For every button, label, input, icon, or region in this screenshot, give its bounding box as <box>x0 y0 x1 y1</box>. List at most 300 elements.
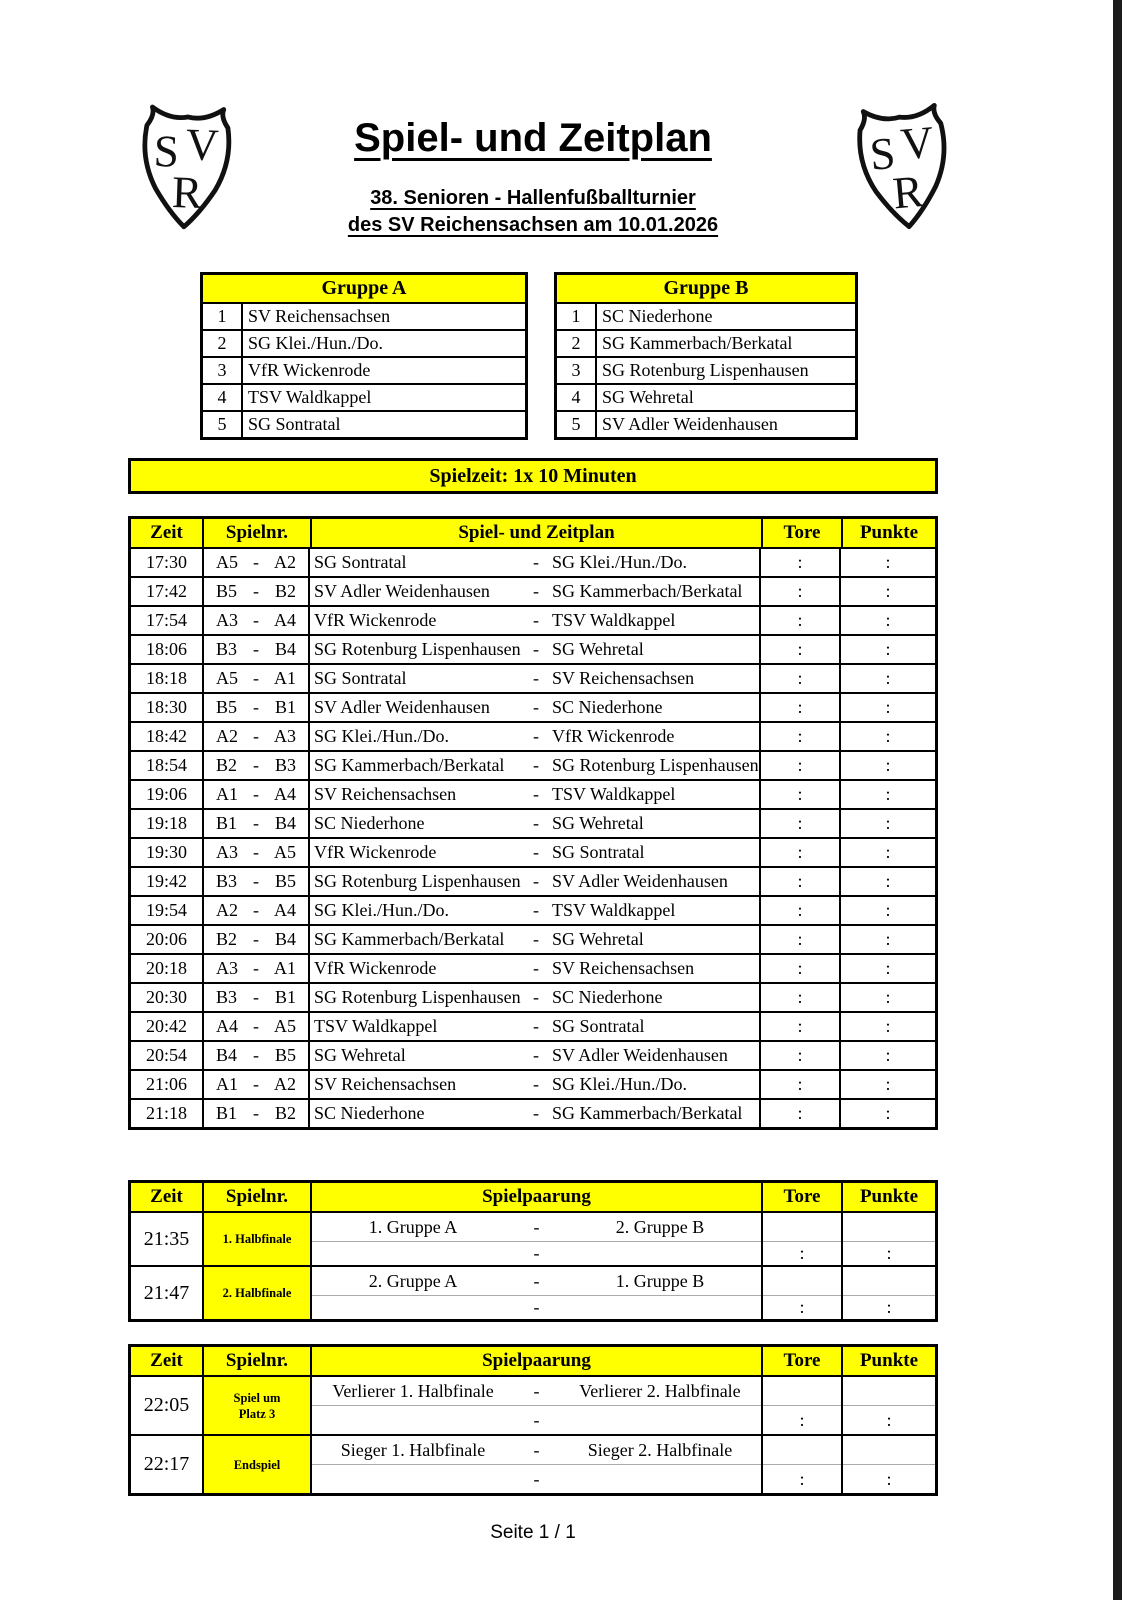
points-cell: : <box>885 987 891 1007</box>
writein-line <box>312 1296 761 1319</box>
dash: - <box>533 1439 540 1460</box>
score-colon: : <box>799 1243 805 1263</box>
dash: - <box>253 900 259 920</box>
dash: - <box>533 784 539 804</box>
team-name: SG Sontratal <box>248 414 341 434</box>
away-team: SV Adler Weidenhausen <box>552 1045 728 1065</box>
goals-cell <box>763 1436 843 1493</box>
score-colon: : <box>886 1297 892 1317</box>
points-cell <box>843 1267 935 1319</box>
group-b-table <box>554 272 858 440</box>
group-team-row <box>557 412 855 437</box>
match-number <box>204 752 310 779</box>
points-cell: : <box>885 1074 891 1094</box>
away-team: TSV Waldkappel <box>552 900 676 920</box>
match-label-line: 1. Halbfinale <box>222 1232 292 1246</box>
dash: - <box>533 668 539 688</box>
home-team: TSV Waldkappel <box>314 1016 438 1036</box>
away-team: SG Wehretal <box>552 813 644 833</box>
points-cell: : <box>885 726 891 746</box>
match-time: 21:18 <box>131 1100 204 1127</box>
dash: - <box>253 552 259 572</box>
home-team: SG Klei./Hun./Do. <box>314 726 449 746</box>
goals-cell: : <box>761 810 841 837</box>
pairing-code-away: B4 <box>274 813 296 833</box>
match-pairing <box>310 665 761 692</box>
dash: - <box>253 987 259 1007</box>
goals-cell <box>763 1377 843 1434</box>
pairing-code-away: B1 <box>274 987 296 1007</box>
dash: - <box>533 726 539 746</box>
dash: - <box>253 697 259 717</box>
match-time: 17:42 <box>131 578 204 605</box>
match-number <box>204 607 310 634</box>
pairing-code-away: B5 <box>274 871 296 891</box>
team-name: SG Kammerbach/Berkatal <box>602 333 793 353</box>
match-pairing <box>310 578 761 605</box>
match-pairing <box>310 1013 761 1040</box>
pairing-code-home: A5 <box>216 668 238 688</box>
column-header-zeit: Zeit <box>131 519 204 547</box>
match-pairing <box>310 897 761 924</box>
team-name: SG Rotenburg Lispenhausen <box>602 360 809 380</box>
pairing-code-away: A4 <box>274 784 296 804</box>
match-pairing <box>310 636 761 663</box>
away-team: 2. Gruppe B <box>615 1216 705 1237</box>
dash: - <box>253 610 259 630</box>
column-header-tore: Tore <box>763 1347 843 1375</box>
match-pairing <box>310 607 761 634</box>
match-pairing <box>312 1377 763 1434</box>
page-title: Spiel- und Zeitplan <box>354 116 712 160</box>
match-time: 21:06 <box>131 1071 204 1098</box>
dash: - <box>533 639 539 659</box>
match-time: 20:30 <box>131 984 204 1011</box>
schedule-row <box>131 665 935 694</box>
points-cell: : <box>885 610 891 630</box>
column-header-spielnr: Spielnr. <box>204 519 312 547</box>
logo-letter-s: S <box>867 127 898 180</box>
pairing-code-home: B2 <box>216 929 238 949</box>
schedule-row <box>131 781 935 810</box>
knockout-row <box>131 1267 935 1319</box>
dash: - <box>533 610 539 630</box>
pairing-code-away: B1 <box>274 697 296 717</box>
home-team: SV Reichensachsen <box>314 784 457 804</box>
pairing-code-home: A3 <box>216 958 238 978</box>
score-writein <box>843 1436 935 1465</box>
match-number <box>204 1013 310 1040</box>
pairing-code-away: A5 <box>274 1016 296 1036</box>
match-pairing <box>310 723 761 750</box>
away-team: SG Kammerbach/Berkatal <box>552 1103 743 1123</box>
away-team: VfR Wickenrode <box>552 726 675 746</box>
logo-letter-r: R <box>890 166 926 219</box>
team-name: VfR Wickenrode <box>248 360 371 380</box>
points-cell <box>843 1213 935 1265</box>
match-time: 20:54 <box>131 1042 204 1069</box>
final-table-body <box>131 1377 935 1493</box>
match-number <box>204 984 310 1011</box>
pairing-code-home: B5 <box>216 697 238 717</box>
svr-club-logo <box>131 100 242 236</box>
group-team-row <box>557 331 855 358</box>
points-cell: : <box>885 1045 891 1065</box>
goals-cell: : <box>761 984 841 1011</box>
goals-cell: : <box>761 607 841 634</box>
match-number <box>204 810 310 837</box>
score-colon: : <box>799 1468 805 1489</box>
knockout-row <box>131 1213 935 1267</box>
goals-cell: : <box>761 955 841 982</box>
group-b-header: Gruppe B <box>557 275 855 304</box>
goals-cell: : <box>761 781 841 808</box>
dash: - <box>253 871 259 891</box>
dash: - <box>533 1216 540 1237</box>
home-team: SC Niederhone <box>314 1103 425 1123</box>
dash: - <box>253 842 259 862</box>
home-team: SV Adler Weidenhausen <box>314 581 490 601</box>
schedule-row <box>131 1071 935 1100</box>
points-cell: : <box>885 784 891 804</box>
dash: - <box>533 929 539 949</box>
group-tables <box>200 272 1066 440</box>
match-number <box>204 868 310 895</box>
away-team: SG Klei./Hun./Do. <box>552 1074 687 1094</box>
dash: - <box>253 1045 259 1065</box>
score-colon: : <box>799 1297 805 1317</box>
away-team: Sieger 2. Halbfinale <box>587 1439 733 1460</box>
match-time: 19:42 <box>131 868 204 895</box>
schedule-row <box>131 1100 935 1127</box>
match-time: 18:54 <box>131 752 204 779</box>
match-time: 17:54 <box>131 607 204 634</box>
semifinal-table <box>128 1180 938 1322</box>
semifinal-table-header <box>131 1183 935 1213</box>
column-header-pairing: Spielpaarung <box>312 1347 763 1375</box>
pairing-code-home: A3 <box>216 842 238 862</box>
home-team: Verlierer 1. Halbfinale <box>332 1380 494 1401</box>
dash: - <box>533 1468 540 1489</box>
dash: - <box>533 1074 539 1094</box>
final-table-header <box>131 1347 935 1377</box>
dash: - <box>253 958 259 978</box>
match-label <box>204 1377 312 1434</box>
home-team: Sieger 1. Halbfinale <box>340 1439 486 1460</box>
dash: - <box>253 581 259 601</box>
match-pairing <box>310 926 761 953</box>
pairing-code-home: A1 <box>216 784 238 804</box>
schedule-row <box>131 636 935 665</box>
schedule-row <box>131 578 935 607</box>
team-number: 1 <box>557 304 597 329</box>
goals-cell: : <box>761 694 841 721</box>
match-number <box>204 926 310 953</box>
column-header-punkte: Punkte <box>859 1186 919 1207</box>
team-name: TSV Waldkappel <box>248 387 372 407</box>
group-a-header: Gruppe A <box>203 275 525 304</box>
pairing-code-home: B4 <box>216 1045 238 1065</box>
match-time: 22:05 <box>131 1377 204 1434</box>
schedule-row <box>131 810 935 839</box>
schedule-row <box>131 607 935 636</box>
schedule-row <box>131 839 935 868</box>
pairing-code-away: B4 <box>274 929 296 949</box>
pairing-code-home: A5 <box>216 552 238 572</box>
team-number: 2 <box>557 331 597 356</box>
pairing-code-home: B2 <box>216 755 238 775</box>
match-number <box>204 1042 310 1069</box>
match-time: 17:30 <box>131 549 204 576</box>
page-header <box>0 0 1066 252</box>
score-colon: : <box>886 1243 892 1263</box>
points-cell: : <box>885 697 891 717</box>
goals-cell: : <box>761 1100 841 1127</box>
goals-cell: : <box>761 868 841 895</box>
match-number <box>204 955 310 982</box>
match-pairing <box>310 984 761 1011</box>
home-team: SG Sontratal <box>314 552 407 572</box>
score-writein <box>843 1377 935 1406</box>
away-team: SG Kammerbach/Berkatal <box>552 581 743 601</box>
match-number <box>204 636 310 663</box>
goals-cell <box>763 1267 843 1319</box>
away-team: SG Sontratal <box>552 842 645 862</box>
dash: - <box>253 929 259 949</box>
pairing-code-away: A1 <box>274 958 296 978</box>
goals-cell: : <box>761 839 841 866</box>
match-pairing <box>310 1100 761 1127</box>
schedule-row <box>131 955 935 984</box>
points-cell: : <box>885 639 891 659</box>
pairing-code-home: B3 <box>216 639 238 659</box>
writein-line <box>312 1465 761 1493</box>
dash: - <box>533 581 539 601</box>
match-pairing <box>310 781 761 808</box>
pairing-line <box>312 1377 761 1406</box>
match-label-line: Spiel um <box>233 1390 281 1405</box>
group-a-body <box>203 304 525 437</box>
dash: - <box>533 813 539 833</box>
schedule-table-header <box>131 519 935 549</box>
match-number <box>204 1071 310 1098</box>
pairing-code-home: B5 <box>216 581 238 601</box>
goals-cell: : <box>761 752 841 779</box>
pairing-code-home: B1 <box>216 1103 238 1123</box>
group-team-row <box>203 331 525 358</box>
goals-cell: : <box>761 926 841 953</box>
pairing-code-away: A1 <box>274 668 296 688</box>
goals-cell: : <box>761 1013 841 1040</box>
score-colon: : <box>886 1468 892 1489</box>
score-writein <box>843 1267 935 1296</box>
schedule-row <box>131 694 935 723</box>
score-writein <box>763 1436 841 1465</box>
match-number <box>204 723 310 750</box>
column-header-tore: Tore <box>763 1183 843 1211</box>
pairing-code-away: B4 <box>274 639 296 659</box>
match-number <box>204 897 310 924</box>
match-time: 20:42 <box>131 1013 204 1040</box>
team-name: SV Reichensachsen <box>248 306 391 326</box>
column-header-punkte: Punkte <box>859 522 919 543</box>
pairing-code-home: B3 <box>216 871 238 891</box>
home-team: VfR Wickenrode <box>314 842 437 862</box>
dash: - <box>533 1380 540 1401</box>
schedule-row <box>131 984 935 1013</box>
dash: - <box>533 1103 539 1123</box>
away-team: SG Klei./Hun./Do. <box>552 552 687 572</box>
group-a-table <box>200 272 528 440</box>
schedule-row <box>131 752 935 781</box>
match-label-line: Platz 3 <box>238 1406 276 1421</box>
knockout-row <box>131 1377 935 1436</box>
dash: - <box>533 871 539 891</box>
dash: - <box>533 1270 540 1291</box>
group-team-row <box>557 358 855 385</box>
schedule-row <box>131 868 935 897</box>
match-time: 19:06 <box>131 781 204 808</box>
logo-letter-r: R <box>171 167 204 219</box>
schedule-row <box>131 723 935 752</box>
match-time: 20:06 <box>131 926 204 953</box>
goals-cell: : <box>761 665 841 692</box>
dash: - <box>533 755 539 775</box>
team-number: 5 <box>203 412 243 437</box>
pairing-code-home: A3 <box>216 610 238 630</box>
home-team: SV Reichensachsen <box>314 1074 457 1094</box>
match-pairing <box>312 1267 763 1319</box>
dash: - <box>533 697 539 717</box>
dash: - <box>253 784 259 804</box>
pairing-code-home: A4 <box>216 1016 238 1036</box>
match-time: 19:54 <box>131 897 204 924</box>
match-pairing <box>310 694 761 721</box>
team-number: 4 <box>557 385 597 410</box>
match-label <box>204 1436 312 1493</box>
column-header-punkte: Punkte <box>859 1350 919 1371</box>
dash: - <box>253 668 259 688</box>
team-number: 3 <box>203 358 243 383</box>
writein-line <box>312 1406 761 1434</box>
points-cell: : <box>885 958 891 978</box>
dash: - <box>533 987 539 1007</box>
away-team: SV Reichensachsen <box>552 958 695 978</box>
subtitle-line-1: 38. Senioren - Hallenfußballturnier <box>370 187 696 209</box>
points-cell: : <box>885 929 891 949</box>
group-b-body <box>557 304 855 437</box>
team-number: 5 <box>557 412 597 437</box>
group-team-row <box>557 385 855 412</box>
goals-cell <box>763 1213 843 1265</box>
score-colon: : <box>799 1409 805 1430</box>
pairing-code-away: B2 <box>274 1103 296 1123</box>
match-pairing <box>310 1042 761 1069</box>
schedule-table-body <box>131 549 935 1127</box>
goals-cell: : <box>761 723 841 750</box>
logo-letter-v: V <box>185 119 220 171</box>
column-header-spielnr: Spielnr. <box>204 1347 312 1375</box>
match-pairing <box>310 839 761 866</box>
subtitle-line-2: des SV Reichensachsen am 10.01.2026 <box>347 214 719 236</box>
home-team: SG Rotenburg Lispenhausen <box>314 987 521 1007</box>
match-time: 18:30 <box>131 694 204 721</box>
score-writein <box>763 1267 841 1296</box>
points-cell: : <box>885 581 891 601</box>
match-time: 18:06 <box>131 636 204 663</box>
dash: - <box>253 1074 259 1094</box>
dash: - <box>533 1243 540 1263</box>
points-cell <box>843 1436 935 1493</box>
dash: - <box>533 900 539 920</box>
match-number <box>204 781 310 808</box>
away-team: SC Niederhone <box>552 697 663 717</box>
writein-line <box>312 1242 761 1265</box>
schedule-row <box>131 549 935 578</box>
page-number: Seite 1 / 1 <box>490 1522 576 1543</box>
knockout-row <box>131 1436 935 1493</box>
column-header-zeit: Zeit <box>131 1347 204 1375</box>
pairing-code-away: B5 <box>274 1045 296 1065</box>
match-number <box>204 1100 310 1127</box>
goals-cell: : <box>761 1042 841 1069</box>
match-time: 18:18 <box>131 665 204 692</box>
match-label-line: 2. Halbfinale <box>222 1286 292 1300</box>
team-name: SG Wehretal <box>602 387 694 407</box>
logo-letter-s: S <box>152 125 180 177</box>
pairing-code-away: A2 <box>274 1074 296 1094</box>
match-label <box>204 1267 312 1319</box>
dash: - <box>253 639 259 659</box>
column-header-pairing: Spielpaarung <box>312 1183 763 1211</box>
points-cell: : <box>885 842 891 862</box>
points-cell: : <box>885 1016 891 1036</box>
group-team-row <box>203 358 525 385</box>
home-team: SC Niederhone <box>314 813 425 833</box>
away-team: SV Reichensachsen <box>552 668 695 688</box>
home-team: 2. Gruppe A <box>368 1270 458 1291</box>
match-pairing <box>310 810 761 837</box>
away-team: SG Wehretal <box>552 929 644 949</box>
away-team: SC Niederhone <box>552 987 663 1007</box>
match-pairing <box>312 1213 763 1265</box>
match-time: 19:30 <box>131 839 204 866</box>
dash: - <box>533 552 539 572</box>
schedule-row <box>131 897 935 926</box>
away-team: SG Wehretal <box>552 639 644 659</box>
points-cell: : <box>885 871 891 891</box>
dash: - <box>533 842 539 862</box>
away-team: SG Rotenburg Lispenhausen <box>552 755 759 775</box>
column-header-spielnr: Spielnr. <box>204 1183 312 1211</box>
dash: - <box>533 1045 539 1065</box>
group-team-row <box>203 385 525 412</box>
away-team: SG Sontratal <box>552 1016 645 1036</box>
home-team: 1. Gruppe A <box>368 1216 458 1237</box>
pairing-code-away: A2 <box>274 552 296 572</box>
match-number <box>204 694 310 721</box>
dash: - <box>253 1103 259 1123</box>
match-pairing <box>310 752 761 779</box>
points-cell: : <box>885 668 891 688</box>
match-time: 20:18 <box>131 955 204 982</box>
match-time: 22:17 <box>131 1436 204 1493</box>
score-writein <box>843 1213 935 1242</box>
schedule-row <box>131 1013 935 1042</box>
dash: - <box>533 1297 540 1317</box>
team-name: SC Niederhone <box>602 306 713 326</box>
match-time: 21:35 <box>131 1213 204 1265</box>
